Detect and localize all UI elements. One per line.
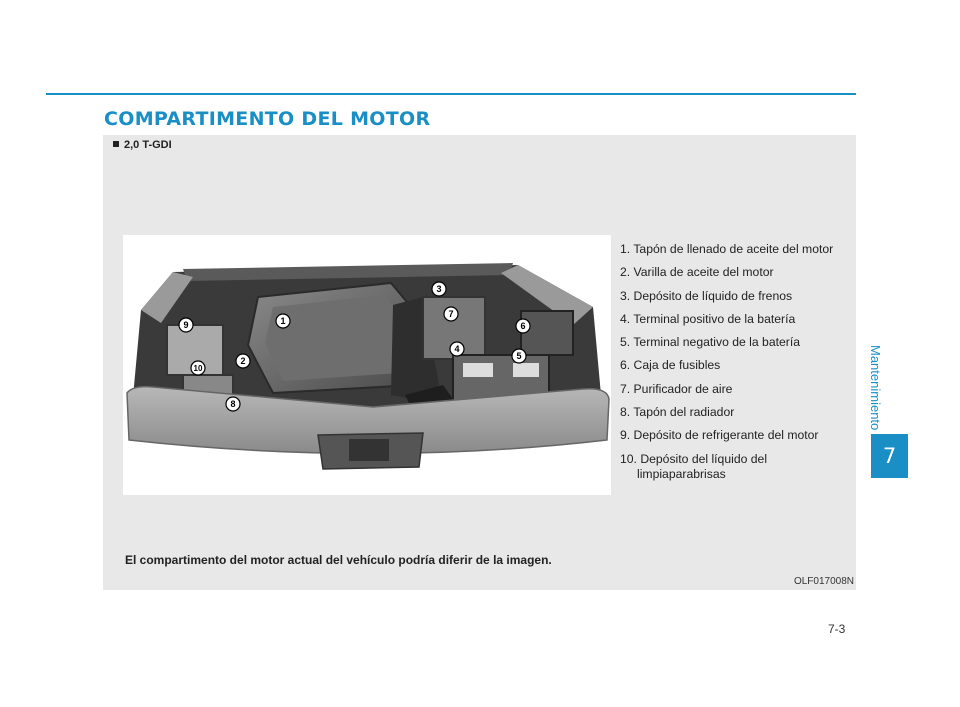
legend-item xyxy=(620,452,856,482)
callout-label: 5 xyxy=(516,351,522,361)
legend-item: 3. Depósito de líquido de frenos xyxy=(620,288,793,303)
figure-caption: El compartimento del motor actual del vehículo podría diferir de la imagen. xyxy=(125,553,552,567)
callout-label: 4 xyxy=(454,344,460,354)
header-rule xyxy=(46,93,856,95)
callout-label: 3 xyxy=(436,284,442,294)
page-number: 7-3 xyxy=(828,622,846,636)
image-code: OLF017008N xyxy=(793,576,854,587)
callout-label: 6 xyxy=(520,321,526,331)
legend-item: 7. Purificador de aire xyxy=(620,381,733,396)
callout-label: 2 xyxy=(240,356,246,366)
chapter-tab: 7 xyxy=(871,434,908,478)
legend-item: 1. Tapón de llenado de aceite del motor xyxy=(620,242,834,256)
callout-label: 8 xyxy=(230,399,236,409)
engine-variant-text: 2,0 T-GDI xyxy=(124,139,172,151)
callout-label: 9 xyxy=(183,320,189,330)
legend-item-continuation: limpiaparabrisas xyxy=(637,466,726,481)
section-label: Mantenimiento xyxy=(868,345,883,431)
callout-label: 10 xyxy=(193,364,203,373)
component-legend xyxy=(620,242,856,490)
legend-item: 5. Terminal negativo de la batería xyxy=(620,335,800,350)
legend-item: 8. Tapón del radiador xyxy=(620,405,735,420)
page-title: COMPARTIMENTO DEL MOTOR xyxy=(104,108,431,130)
legend-item: 2. Varilla de aceite del motor xyxy=(620,265,774,280)
engine-figure xyxy=(103,135,856,590)
engine-compartment-illustration xyxy=(123,235,611,495)
callout-label: 7 xyxy=(448,309,454,319)
legend-item: 9. Depósito de refrigerante del motor xyxy=(620,428,819,443)
legend-item: 4. Terminal positivo de la batería xyxy=(620,311,796,326)
callout-label: 1 xyxy=(280,316,286,326)
square-bullet-icon xyxy=(113,141,119,147)
legend-item: 6. Caja de fusibles xyxy=(620,358,721,373)
engine-variant-label xyxy=(113,139,172,151)
legend-item-text: 10. Depósito del líquido del xyxy=(620,451,768,466)
